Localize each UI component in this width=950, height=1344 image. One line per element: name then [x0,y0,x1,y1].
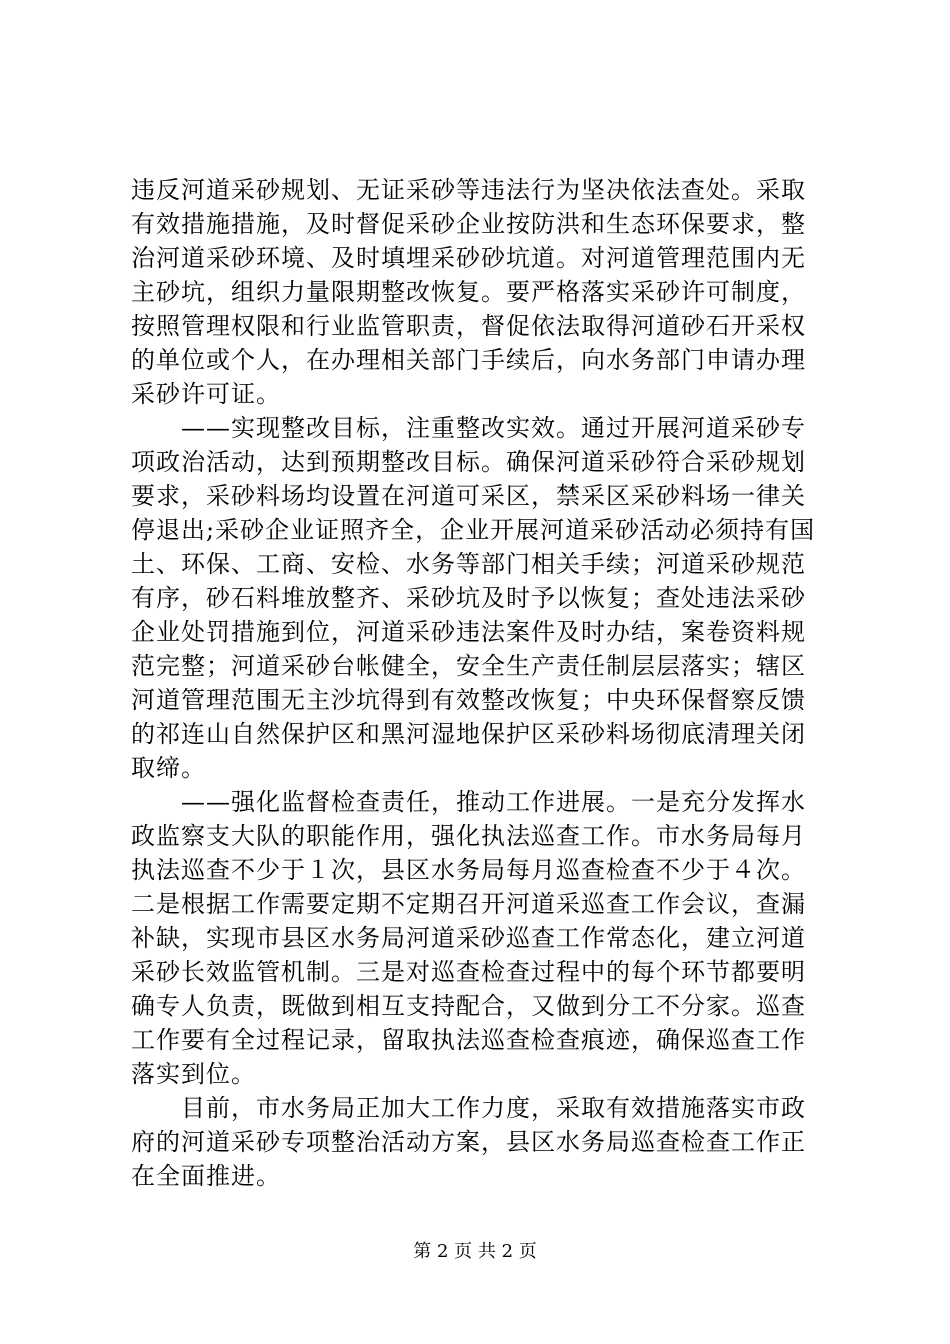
text-line: ——实现整改目标，注重整改实效。通过开展河道采砂专 [131,414,806,442]
text-line: 二是根据工作需要定期不定期召开河道采巡查工作会议，查漏 [131,890,806,918]
text-line: 治河道采砂环境、及时填埋采砂砂坑道。对河道管理范围内无 [131,244,806,272]
text-line: 工作要有全过程记录，留取执法巡查检查痕迹，确保巡查工作 [131,1026,806,1054]
text-line: 停退出;采砂企业证照齐全，企业开展河道采砂活动必须持有国 [131,516,816,544]
text-line: 补缺，实现市县区水务局河道采砂巡查工作常态化，建立河道 [131,924,806,952]
body-text [131,173,831,1193]
text-line: 采砂许可证。 [131,380,281,408]
text-line: 府的河道采砂专项整治活动方案，县区水务局巡查检查工作正 [131,1128,806,1156]
text-line: 政监察支大队的职能作用，强化执法巡查工作。市水务局每月 [131,822,806,850]
text-line: 河道管理范围无主沙坑得到有效整改恢复；中央环保督察反馈 [131,686,806,714]
text-line: 的祁连山自然保护区和黑河湿地保护区采砂料场彻底清理关闭 [131,720,806,748]
text-line: 企业处罚措施到位，河道采砂违法案件及时办结，案卷资料规 [131,618,806,646]
text-line: 采砂长效监管机制。三是对巡查检查过程中的每个环节都要明 [131,958,806,986]
text-line: 落实到位。 [131,1060,256,1088]
text-line: 主砂坑，组织力量限期整改恢复。要严格落实采砂许可制度， [131,278,806,306]
text-line: 的单位或个人，在办理相关部门手续后，向水务部门申请办理 [131,346,806,374]
text-line: 要求，采砂料场均设置在河道可采区，禁采区采砂料场一律关 [131,482,806,510]
text-line: 执法巡查不少于１次，县区水务局每月巡查检查不少于４次。 [131,856,806,884]
text-line: 在全面推进。 [131,1162,281,1190]
text-line: 取缔。 [131,754,206,782]
text-line: 目前，市水务局正加大工作力度，采取有效措施落实市政 [131,1094,806,1122]
text-line: ——强化监督检查责任，推动工作进展。一是充分发挥水 [131,788,806,816]
text-line: 范完整；河道采砂台帐健全，安全生产责任制层层落实；辖区 [131,652,806,680]
text-line: 确专人负责，既做到相互支持配合，又做到分工不分家。巡查 [131,992,806,1020]
text-line: 违反河道采砂规划、无证采砂等违法行为坚决依法查处。采取 [131,176,806,204]
text-line: 有序，砂石料堆放整齐、采砂坑及时予以恢复；查处违法采砂 [131,584,806,612]
text-line: 按照管理权限和行业监管职责，督促依法取得河道砂石开采权 [131,312,806,340]
text-line: 有效措施措施，及时督促采砂企业按防洪和生态环保要求，整 [131,210,806,238]
page-number-label: 第 2 页 共 2 页 [413,1241,537,1262]
page-footer [0,1240,950,1264]
text-line: 土、环保、工商、安检、水务等部门相关手续；河道采砂规范 [131,550,806,578]
text-line: 项政治活动，达到预期整改目标。确保河道采砂符合采砂规划 [131,448,806,476]
